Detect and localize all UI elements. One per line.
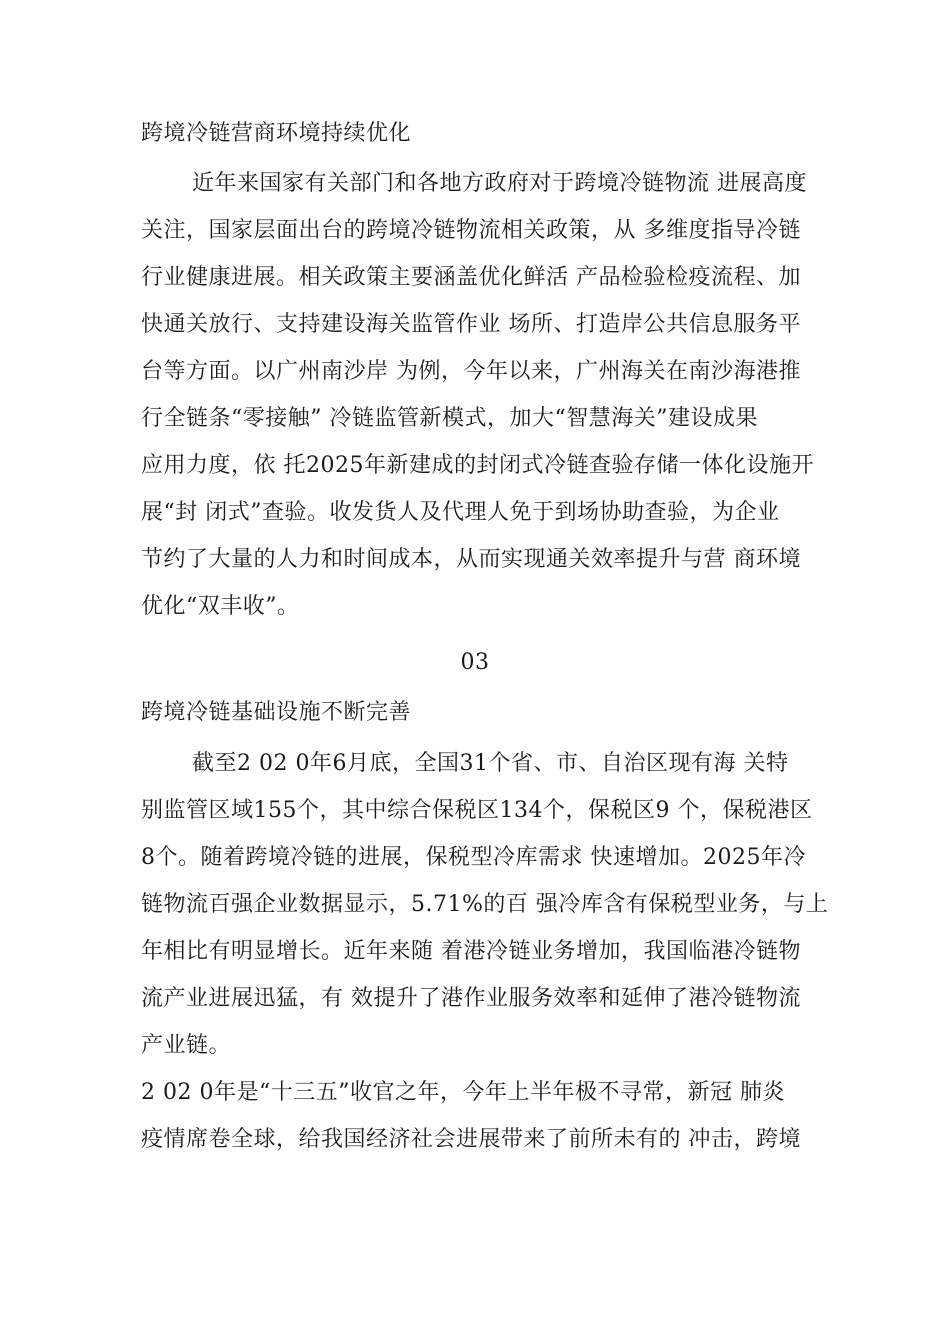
paragraph-line: 台等方面。以广州南沙岸 为例，今年以来，广州海关在南沙海港推 bbox=[141, 359, 801, 384]
paragraph-line: 别监管区域155个，其中综合保税区134个，保税区9 个，保税港区 bbox=[141, 798, 813, 823]
section-number: 03 bbox=[460, 650, 490, 675]
paragraph-line: 链物流百强企业数据显示，5.71%的百 强冷库含有保税型业务，与上 bbox=[141, 892, 829, 917]
paragraph-line: 快通关放行、支持建设海关监管作业 场所、打造岸公共信息服务平 bbox=[141, 312, 801, 337]
paragraph-line: 产业链。 bbox=[141, 1033, 232, 1058]
paragraph-line: 截至2 02 0年6月底，全国31个省、市、自治区现有海 关特 bbox=[192, 751, 789, 776]
paragraph-line: 2 02 0年是“十三五”收官之年，今年上半年极不寻常，新冠 肺炎 bbox=[141, 1080, 785, 1105]
paragraph-line: 关注，国家层面出台的跨境冷链物流相关政策，从 多维度指导冷链 bbox=[141, 218, 801, 243]
section-heading-business-environment: 跨境冷链营商环境持续优化 bbox=[141, 121, 412, 146]
paragraph-line: 疫情席卷全球，给我国经济社会进展带来了前所未有的 冲击，跨境 bbox=[141, 1127, 801, 1152]
paragraph-line: 年相比有明显增长。近年来随 着港冷链业务增加，我国临港冷链物 bbox=[141, 939, 801, 964]
paragraph-line: 优化“双丰收”。 bbox=[141, 594, 300, 619]
paragraph-line: 节约了大量的人力和时间成本，从而实现通关效率提升与营 商环境 bbox=[141, 547, 801, 572]
paragraph-line: 行业健康进展。相关政策主要涵盖优化鲜活 产品检验检疫流程、加 bbox=[141, 265, 801, 290]
paragraph-line: 8个。随着跨境冷链的进展，保税型冷库需求 快速增加。2025年冷 bbox=[141, 845, 806, 870]
paragraph-line: 行全链条“零接触” 冷链监管新模式，加大“智慧海关”建设成果 bbox=[141, 406, 758, 431]
paragraph-line: 近年来国家有关部门和各地方政府对于跨境冷链物流 进展高度 bbox=[192, 171, 807, 196]
paragraph-line: 展“封 闭式”查验。收发货人及代理人免于到场协助查验，为企业 bbox=[141, 500, 780, 525]
section-heading-infrastructure: 跨境冷链基础设施不断完善 bbox=[141, 700, 412, 725]
paragraph-line: 应用力度，依 托2025年新建成的封闭式冷链查验存储一体化设施开 bbox=[141, 453, 814, 478]
paragraph-line: 流产业进展迅猛，有 效提升了港作业服务效率和延伸了港冷链物流 bbox=[141, 986, 801, 1011]
